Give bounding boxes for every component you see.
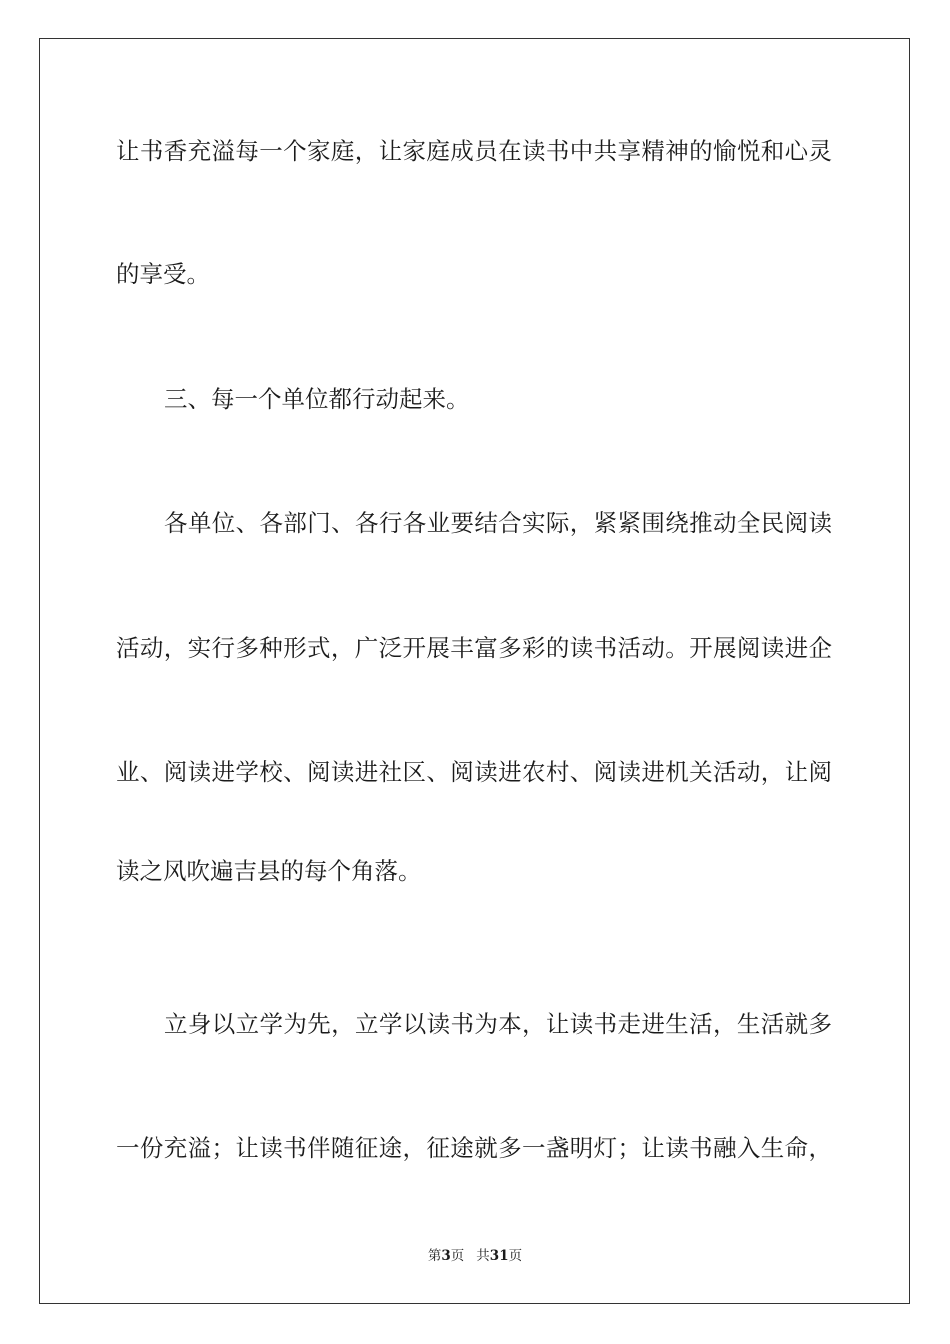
text-line-4: 各单位、各部门、各行各业要结合实际，紧紧围绕推动全民阅读 bbox=[164, 509, 832, 537]
text-line-8: 立身以立学为先，立学以读书为本，让读书走进生活，生活就多 bbox=[164, 1010, 832, 1038]
text-line-1: 让书香充溢每一个家庭，让家庭成员在读书中共享精神的愉悦和心灵 bbox=[116, 137, 832, 165]
footer-total-pages: 31 bbox=[489, 1248, 509, 1264]
text-line-7: 读之风吹遍吉县的每个角落。 bbox=[116, 857, 422, 885]
page-border bbox=[39, 38, 910, 1304]
footer-page-prefix: 第 bbox=[427, 1248, 442, 1264]
section-heading: 三、每一个单位都行动起来。 bbox=[164, 385, 470, 413]
text-line-5: 活动，实行多种形式，广泛开展丰富多彩的读书活动。开展阅读进企 bbox=[116, 634, 832, 662]
footer-total-suffix: 页 bbox=[508, 1248, 523, 1264]
text-line-9: 一份充溢；让读书伴随征途，征途就多一盏明灯；让读书融入生命， bbox=[116, 1134, 832, 1162]
footer-page-suffix: 页 bbox=[450, 1248, 465, 1264]
text-line-6: 业、阅读进学校、阅读进社区、阅读进农村、阅读进机关活动，让阅 bbox=[116, 758, 832, 786]
text-line-2: 的享受。 bbox=[116, 260, 210, 288]
footer-total-prefix: 共 bbox=[476, 1248, 490, 1264]
footer-page-number: 3 bbox=[441, 1248, 451, 1264]
page-footer bbox=[0, 1246, 950, 1266]
